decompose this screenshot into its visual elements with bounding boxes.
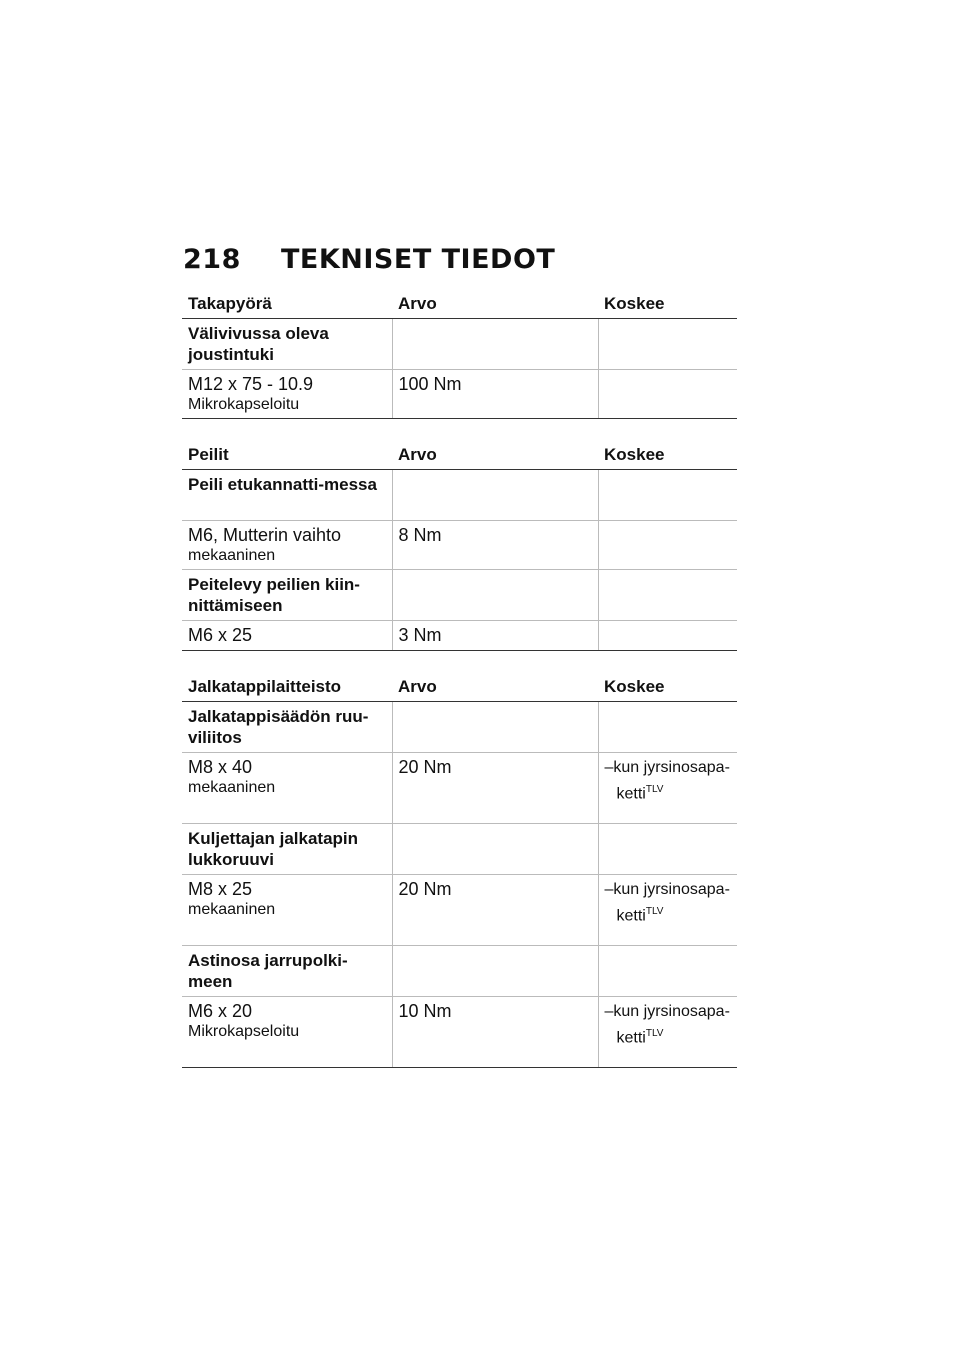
applies-condition: –kun jyrsinosapa-ketti$^{TLV}$ [604, 881, 730, 925]
table-header-row [182, 290, 737, 319]
column-header-value: Arvo [392, 441, 598, 470]
table-row [182, 702, 737, 753]
table-header-row [182, 441, 737, 470]
part-name: Välivivussa oleva joustintuki [188, 324, 329, 364]
table-row [182, 753, 737, 824]
value-cell [392, 370, 598, 419]
bolt-note: Mikrokapseloitu [188, 1023, 300, 1040]
applies-condition: –kun jyrsinosapa-ketti$^{TLV}$ [604, 759, 730, 803]
table-row [182, 946, 737, 997]
applies-cell [598, 621, 737, 651]
spec-cell [182, 997, 392, 1068]
table-row [182, 470, 737, 521]
table-row [182, 521, 737, 570]
part-name: Jalkatappisäädön ruu-viliitos [188, 707, 369, 747]
torque-value: 100 Nm [398, 374, 462, 394]
column-header-component: Peilit [182, 441, 392, 470]
page-number: 218 [183, 244, 241, 275]
part-name: Kuljettajan jalkatapin lukkoruuvi [188, 829, 359, 869]
column-header-applies: Koskee [598, 290, 737, 319]
table-row [182, 570, 737, 621]
bolt-note: Mikrokapseloitu [188, 396, 300, 413]
part-cell [182, 570, 392, 621]
part-name: Peitelevy peilien kiin-nittämiseen [188, 575, 360, 615]
section-title: TEKNISET TIEDOT [281, 244, 556, 275]
bolt-spec: M6, Mutterin vaihto [188, 525, 342, 545]
spec-cell [182, 621, 392, 651]
bolt-spec: M6 x 25 [188, 625, 253, 645]
bolt-note: mekaaninen [188, 779, 276, 796]
tlv-superscript: TLV [645, 906, 664, 917]
bolt-spec: M8 x 40 [188, 757, 253, 777]
spec-cell [182, 370, 392, 419]
table-row [182, 824, 737, 875]
applies-cell [598, 997, 737, 1068]
table-row [182, 621, 737, 651]
value-cell [392, 621, 598, 651]
torque-value: 8 Nm [398, 525, 442, 545]
value-cell [392, 521, 598, 570]
value-cell [392, 997, 598, 1068]
applies-cell [598, 521, 737, 570]
spec-cell [182, 753, 392, 824]
mirrors-table [182, 441, 737, 651]
applies-condition: –kun jyrsinosapa-ketti$^{TLV}$ [604, 1003, 730, 1047]
column-header-value: Arvo [392, 290, 598, 319]
tlv-superscript: TLV [645, 1028, 664, 1039]
footrest-table [182, 673, 737, 1068]
applies-cell [598, 875, 737, 946]
tlv-superscript: TLV [645, 784, 664, 795]
torque-value: 20 Nm [398, 879, 452, 899]
rear-wheel-table [182, 290, 737, 419]
table-header-row [182, 673, 737, 702]
part-cell [182, 702, 392, 753]
column-header-component: Takapyörä [182, 290, 392, 319]
torque-value: 20 Nm [398, 757, 452, 777]
table-row [182, 997, 737, 1068]
value-cell [392, 875, 598, 946]
bolt-note: mekaaninen [188, 901, 276, 918]
column-header-applies: Koskee [598, 441, 737, 470]
column-header-applies: Koskee [598, 673, 737, 702]
bolt-spec: M8 x 25 [188, 879, 253, 899]
part-cell [182, 470, 392, 521]
table-row [182, 875, 737, 946]
spec-cell [182, 875, 392, 946]
bolt-spec: M12 x 75 - 10.9 [188, 374, 314, 394]
column-header-value: Arvo [392, 673, 598, 702]
column-header-component: Jalkatappilaitteisto [182, 673, 392, 702]
part-name: Astinosa jarrupolki-meen [188, 951, 348, 991]
applies-cell [598, 753, 737, 824]
part-name: Peili etukannatti-messa [188, 475, 377, 494]
torque-value: 3 Nm [398, 625, 442, 645]
bolt-note: mekaaninen [188, 547, 276, 564]
spec-tables [182, 290, 737, 1090]
torque-value: 10 Nm [398, 1001, 452, 1021]
table-row [182, 319, 737, 370]
bolt-spec: M6 x 20 [188, 1001, 253, 1021]
page-header [183, 244, 555, 284]
table-row [182, 370, 737, 419]
spec-cell [182, 521, 392, 570]
part-cell [182, 319, 392, 370]
applies-cell [598, 370, 737, 419]
part-cell [182, 824, 392, 875]
value-cell [392, 753, 598, 824]
part-cell [182, 946, 392, 997]
